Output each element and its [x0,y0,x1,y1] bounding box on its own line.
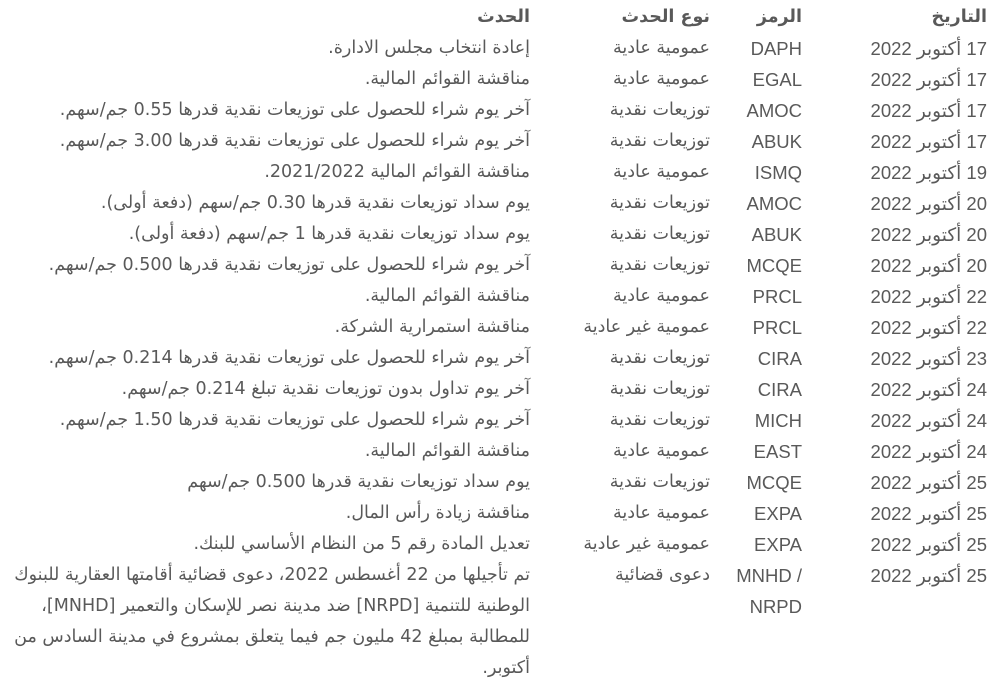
row-event: مناقشة القوائم المالية 2021/2022. [264,162,530,182]
row-event: آخر يوم تداول بدون توزيعات نقدية تبلغ 0.214 جم/سهم. [121,379,530,399]
row-date: 23 أكتوبر 2022 [870,348,987,369]
row-date: 22 أكتوبر 2022 [870,286,987,307]
header-type: نوع الحدث [621,7,710,27]
row-symbol: PRCL [752,286,802,307]
row-symbol: ABUK [751,224,802,245]
table-row [0,157,996,188]
row-symbol: EGAL [752,69,802,90]
table-row [0,95,996,126]
row-date: 25 أكتوبر 2022 [870,534,987,555]
row-event: مناقشة استمرارية الشركة. [334,317,530,337]
row-symbol: ISMQ [754,162,802,183]
row-type: توزيعات نقدية [609,193,710,213]
row-event: آخر يوم شراء للحصول على توزيعات نقدية قدرها 0.214 جم/سهم. [48,348,530,368]
row-symbol: AMOC [746,193,802,214]
row-symbol: CIRA [757,348,802,369]
row-date: 20 أكتوبر 2022 [870,193,987,214]
table-row [0,405,996,436]
row-date: 19 أكتوبر 2022 [870,162,987,183]
row-event: مناقشة القوائم المالية. [364,286,530,306]
table-row [0,529,996,560]
row-date: 25 أكتوبر 2022 [870,503,987,524]
table-row [0,33,996,64]
table-row [0,436,996,467]
row-date: 20 أكتوبر 2022 [870,255,987,276]
header-date: التاريخ [931,7,987,27]
row-symbol: PRCL [752,317,802,338]
row-date: 17 أكتوبر 2022 [870,131,987,152]
row-type: توزيعات نقدية [609,224,710,244]
row-event: آخر يوم شراء للحصول على توزيعات نقدية قدرها 3.00 جم/سهم. [59,131,530,151]
row-date: 24 أكتوبر 2022 [870,441,987,462]
row-event: آخر يوم شراء للحصول على توزيعات نقدية قدرها 1.50 جم/سهم. [59,410,530,430]
row-event: يوم سداد توزيعات نقدية قدرها 0.30 جم/سهم (دفعة أولى). [100,193,530,213]
table-row [0,219,996,250]
row-type: عمومية غير عادية [583,317,710,337]
row-type: عمومية عادية [612,286,710,306]
row-symbol: DAPH [750,38,802,59]
row-type: توزيعات نقدية [609,100,710,120]
row-event: مناقشة القوائم المالية. [364,69,530,89]
row-symbol: ABUK [751,131,802,152]
row-event: آخر يوم شراء للحصول على توزيعات نقدية قدرها 0.500 جم/سهم. [48,255,530,275]
table-row [0,312,996,343]
table-row [0,281,996,312]
row-symbol: EAST [753,441,802,462]
table-row [0,343,996,374]
row-type: عمومية عادية [612,503,710,523]
row-date: 20 أكتوبر 2022 [870,224,987,245]
row-type: توزيعات نقدية [609,472,710,492]
row-event: آخر يوم شراء للحصول على توزيعات نقدية قدرها 0.55 جم/سهم. [59,100,530,120]
row-event: مناقشة زيادة رأس المال. [345,503,530,523]
table-body [0,33,996,684]
table-row [0,498,996,529]
row-date: 24 أكتوبر 2022 [870,379,987,400]
row-symbol: EXPA [754,503,802,524]
row-event: إعادة انتخاب مجلس الادارة. [328,38,530,58]
row-event: يوم سداد توزيعات نقدية قدرها 1 جم/سهم (دفعة أولى). [128,224,530,244]
row-event: مناقشة القوائم المالية. [364,441,530,461]
table-row [0,560,996,684]
row-symbol: MNHD / NRPD [736,565,802,617]
table-row [0,467,996,498]
row-symbol: MCQE [746,255,802,276]
row-symbol: MICH [754,410,802,431]
row-type: عمومية عادية [612,441,710,461]
table-row [0,188,996,219]
table-row [0,250,996,281]
row-type: عمومية عادية [612,69,710,89]
row-type: عمومية غير عادية [583,534,710,554]
row-symbol: CIRA [757,379,802,400]
row-symbol: AMOC [746,100,802,121]
row-type: توزيعات نقدية [609,348,710,368]
row-type: توزيعات نقدية [609,379,710,399]
row-type: توزيعات نقدية [609,131,710,151]
row-date: 25 أكتوبر 2022 [870,472,987,493]
table-row [0,64,996,95]
row-event: تعديل المادة رقم 5 من النظام الأساسي للبنك. [193,534,530,554]
header-event: الحدث [477,7,530,27]
row-date: 17 أكتوبر 2022 [870,69,987,90]
row-date: 22 أكتوبر 2022 [870,317,987,338]
table-row [0,126,996,157]
row-date: 17 أكتوبر 2022 [870,38,987,59]
row-type: عمومية عادية [612,162,710,182]
row-type: توزيعات نقدية [609,255,710,275]
row-type: توزيعات نقدية [609,410,710,430]
table-row [0,374,996,405]
row-symbol: MCQE [746,472,802,493]
header-symbol: الرمز [756,7,802,27]
row-type: دعوى قضائية [615,565,710,585]
row-symbol: EXPA [754,534,802,555]
row-type: عمومية عادية [612,38,710,58]
row-date: 24 أكتوبر 2022 [870,410,987,431]
row-event: يوم سداد توزيعات نقدية قدرها 0.500 جم/سهم [187,472,530,492]
row-event: تم تأجيلها من 22 أغسطس 2022، دعوى قضائية أقامتها العقارية للبنوك الوطنية للتنمية [NRPD] ضد مدينة نصر للإسكان والتعمير [MNHD]، للمطالبة بمبلغ 42 مليون جم فيما يتعلق بمشروع في مدينة السادس من أكتوبر. [14,565,530,678]
row-date: 17 أكتوبر 2022 [870,100,987,121]
table-header-row [0,0,996,33]
row-date: 25 أكتوبر 2022 [870,565,987,586]
